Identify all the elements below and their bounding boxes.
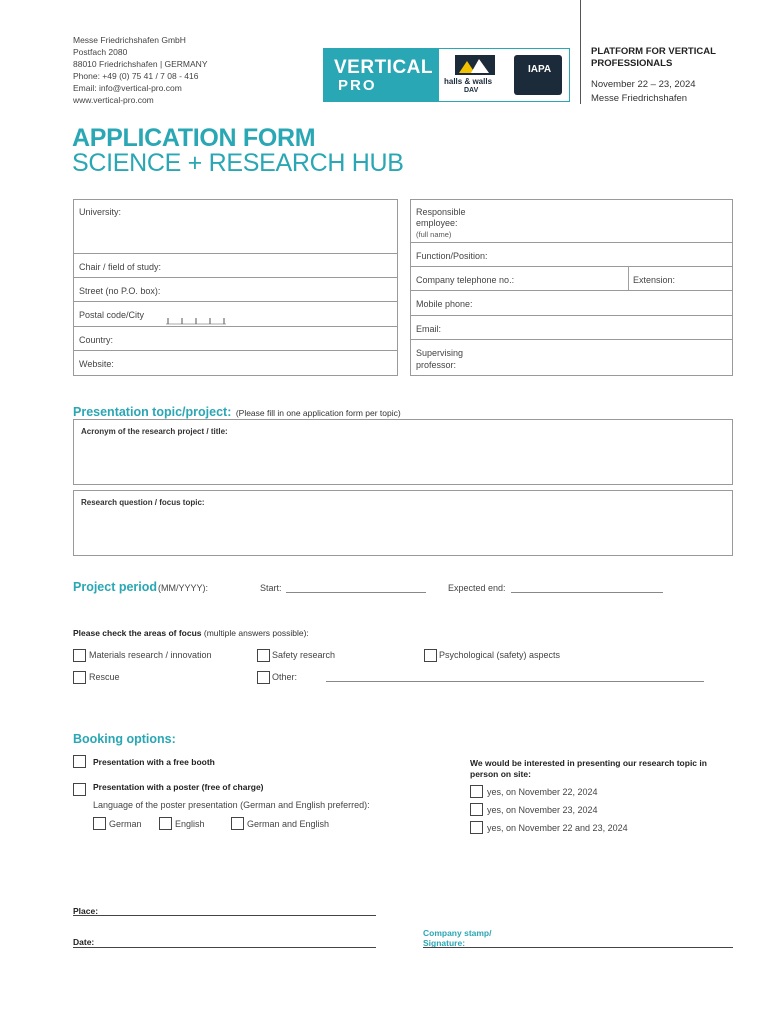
materials-checkbox[interactable] [73,649,86,662]
presentation-heading: Presentation topic/project: [73,405,232,419]
website-label: Website: [79,359,114,369]
other-label: Other: [272,672,298,682]
logo-vertical-text: VERTICAL [334,57,433,78]
german-english-checkbox[interactable] [231,817,244,830]
chair-label: Chair / field of study: [79,262,162,272]
header-dates: November 22 – 23, 2024 [591,79,696,90]
page-title: APPLICATION FORM [72,124,316,152]
research-question-field[interactable] [73,490,733,556]
psychological-checkbox[interactable] [424,649,437,662]
responsible-field[interactable] [410,199,733,243]
presentation-note: (Please fill in one application form per topic) [235,408,401,418]
german-label: German [109,819,142,829]
other-input[interactable] [326,681,704,682]
function-label: Function/Position: [416,251,488,261]
both-days-checkbox[interactable] [470,821,483,834]
country-label: Country: [79,335,114,345]
materials-label: Materials research / innovation [89,650,212,660]
address-block [73,34,208,106]
website-field[interactable] [73,351,398,376]
address-line: Email: info@vertical-pro.com [73,83,182,93]
english-checkbox[interactable] [159,817,172,830]
rescue-label: Rescue [89,672,120,682]
street-field[interactable] [73,278,398,302]
signature-input[interactable] [423,947,733,948]
date-label: Date: [73,937,95,947]
start-label: Start: [260,583,282,593]
place-input[interactable] [73,915,376,916]
language-note: Language of the poster presentation (German and English preferred): [93,800,370,810]
supervising-label: Supervising professor: [416,348,464,370]
logo-iapa-text: IAPA [528,64,552,75]
interest-text: We would be interested in presenting our research topic in person on site: [470,758,707,779]
vertical-pro-logo [323,48,570,102]
project-period-format: (MM/YYYY): [158,583,209,593]
halls-walls-icon [455,55,495,75]
free-booth-label: Presentation with a free booth [93,757,215,767]
logo-pro-text: PRO [338,77,377,94]
supervising-field[interactable] [410,340,733,376]
extension-label: Extension: [633,275,676,285]
postal-city-field[interactable] [73,302,398,327]
header-venue: Messe Friedrichshafen [591,93,688,104]
booking-heading: Booking options: [73,732,176,746]
english-label: English [175,819,205,829]
email-field[interactable] [410,316,733,340]
acronym-field[interactable] [73,419,733,485]
psychological-label: Psychological (safety) aspects [439,650,561,660]
safety-label: Safety research [272,650,336,660]
german-checkbox[interactable] [93,817,106,830]
day23-checkbox[interactable] [470,803,483,816]
focus-heading-rest: (multiple answers possible): [203,628,309,638]
mobile-field[interactable] [410,291,733,316]
focus-heading-bold: Please check the areas of focus [73,628,202,638]
page-subtitle: SCIENCE + RESEARCH HUB [72,149,404,177]
address-line: Messe Friedrichshafen GmbH [73,35,186,45]
address-line: www.vertical-pro.com [73,95,154,105]
poster-checkbox[interactable] [73,783,86,796]
function-field[interactable] [410,243,733,267]
full-name-note: (full name) [416,230,452,239]
research-question-label: Research question / focus topic: [81,498,205,507]
both-days-label: yes, on November 22 and 23, 2024 [487,823,628,833]
university-field[interactable] [73,199,398,254]
telephone-label: Company telephone no.: [416,275,515,285]
day22-label: yes, on November 22, 2024 [487,787,598,797]
day23-label: yes, on November 23, 2024 [487,805,598,815]
end-input[interactable] [511,592,663,593]
telephone-field[interactable] [410,267,733,291]
header-tagline: PLATFORM FOR VERTICAL PROFESSIONALS [591,46,716,69]
header-divider [580,0,581,104]
country-field[interactable] [73,327,398,351]
date-input[interactable] [73,947,376,948]
logo-dav-text: DAV [464,87,479,94]
project-period-heading: Project period [73,580,158,594]
place-label: Place: [73,906,99,916]
start-input[interactable] [286,592,426,593]
free-booth-checkbox[interactable] [73,755,86,768]
rescue-checkbox[interactable] [73,671,86,684]
poster-label: Presentation with a poster (free of charge) [93,782,264,792]
focus-heading [73,628,309,638]
safety-checkbox[interactable] [257,649,270,662]
postal-label: Postal code/City [79,310,145,320]
logo-halls-text: halls & walls [444,77,493,86]
street-label: Street (no P.O. box): [79,286,161,296]
address-line: 88010 Friedrichshafen | GERMANY [73,59,208,69]
responsible-label: Responsible employee: [416,207,466,228]
address-line: Postfach 2080 [73,47,128,57]
email-label: Email: [416,324,442,334]
stamp-label: Company stamp/ [423,928,492,938]
chair-field[interactable] [73,253,398,278]
extension-divider [628,267,629,290]
mobile-label: Mobile phone: [416,299,473,309]
german-english-label: German and English [247,819,330,829]
signature-label: Signature: [423,938,466,948]
other-checkbox[interactable] [257,671,270,684]
day22-checkbox[interactable] [470,785,483,798]
address-line: Phone: +49 (0) 75 41 / 7 08 - 416 [73,71,199,81]
acronym-label: Acronym of the research project / title: [81,427,228,436]
postal-code-ticks [166,318,226,326]
logo-iapa-badge [514,55,562,95]
end-label: Expected end: [448,583,506,593]
university-label: University: [79,207,122,217]
